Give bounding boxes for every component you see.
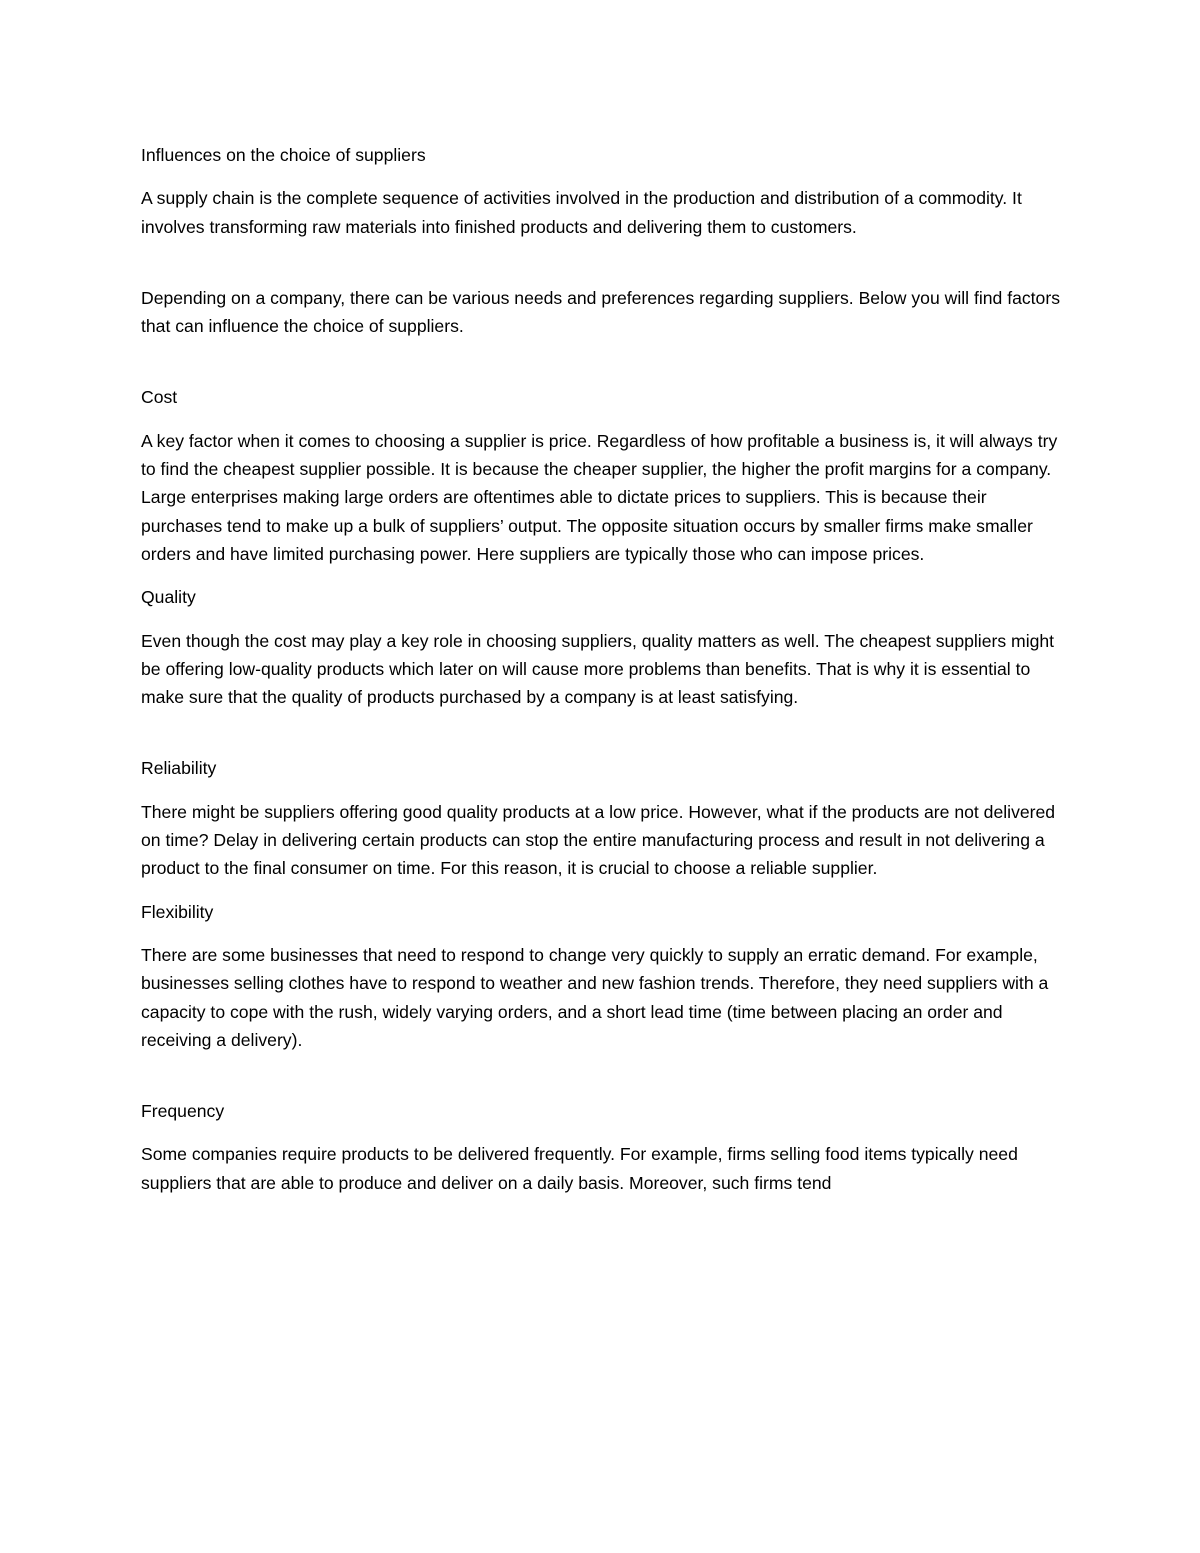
intro-paragraph-factors: Depending on a company, there can be various needs and preferences regarding suppliers. Below you will find factors that can influence the choice of suppliers. xyxy=(141,287,1060,337)
section-heading-quality: Quality xyxy=(141,587,196,608)
document-body xyxy=(141,141,1061,1212)
section-body-reliability: There might be suppliers offering good quality products at a low price. However, what if the products are not delivered on time? Delay in delivering certain products can stop the entire manufacturing process and result in not delivering a product to the final consumer on time. For this reason, it is crucial to choose a reliable supplier. xyxy=(141,801,1056,879)
intro-paragraph-supply-chain: A supply chain is the complete sequence of activities involved in the production and distribution of a commodity. It involves transforming raw materials into finished products and delivering them to customers. xyxy=(141,188,1022,237)
section-body-flexibility: There are some businesses that need to respond to change very quickly to supply an erratic demand. For example, businesses selling clothes have to respond to weather and new fashion trends. Therefore, they need suppliers with a capacity to cope with the rush, widely varying orders, and a short lead time (time between placing an order and receiving a delivery). xyxy=(141,944,1049,1050)
blank-line xyxy=(141,726,1061,754)
section-heading-reliability: Reliability xyxy=(141,758,217,779)
blank-line xyxy=(141,355,1061,383)
section-heading-flexibility: Flexibility xyxy=(141,901,214,922)
document-title: Influences on the choice of suppliers xyxy=(141,145,426,165)
section-heading-cost: Cost xyxy=(141,387,178,408)
section-body-cost: A key factor when it comes to choosing a supplier is price. Regardless of how profitable a business is, it will always try to find the cheapest supplier possible. It is because the cheaper supplier, the higher the profit margins for a company. Large enterprises making large orders are oftentimes able to dictate prices to suppliers. This is because their purchases tend to make up a bulk of suppliers’ output. The opposite situation occurs by smaller firms make smaller orders and have limited purchasing power. Here suppliers are typically those who can impose prices. xyxy=(141,430,1058,564)
section-body-frequency: Some companies require products to be delivered frequently. For example, firms selling food items typically need suppliers that are able to produce and deliver on a daily basis. Moreover, such firms tend xyxy=(141,1144,1018,1193)
section-heading-frequency: Frequency xyxy=(141,1101,225,1122)
blank-line xyxy=(141,1069,1061,1097)
section-body-quality: Even though the cost may play a key role in choosing suppliers, quality matters as well. The cheapest suppliers might be offering low-quality products which later on will cause more problems than benefits. That is why it is essential to make sure that the quality of products purchased by a company is at least satisfying. xyxy=(141,630,1055,708)
blank-line xyxy=(141,256,1061,284)
